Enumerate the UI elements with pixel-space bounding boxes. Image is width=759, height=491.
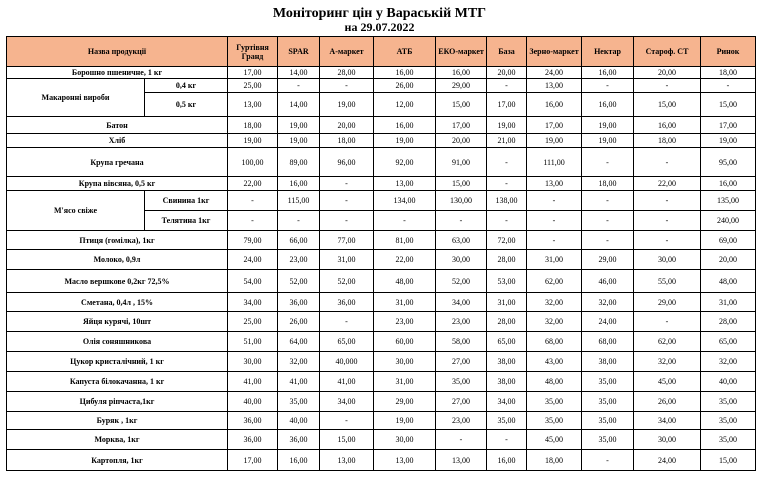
price-cell: 12,00 <box>374 93 436 117</box>
price-cell: 19,00 <box>278 134 320 148</box>
price-cell: 20,00 <box>487 67 527 79</box>
price-cell: 20,00 <box>701 250 756 270</box>
price-cell: 115,00 <box>278 191 320 211</box>
price-cell: 22,00 <box>634 177 701 191</box>
price-cell: 48,00 <box>527 372 582 392</box>
price-cell: 36,00 <box>278 430 320 450</box>
price-cell: 41,00 <box>278 372 320 392</box>
price-cell: 20,00 <box>634 67 701 79</box>
price-cell: 63,00 <box>436 231 487 250</box>
price-cell: 26,00 <box>374 79 436 93</box>
price-cell: - <box>634 211 701 231</box>
price-cell: 13,00 <box>320 450 374 471</box>
price-cell: 31,00 <box>487 293 527 312</box>
product-name-cell: Батон <box>7 117 228 134</box>
price-cell: - <box>278 211 320 231</box>
column-header-store: Ринок <box>701 37 756 67</box>
price-cell: - <box>487 430 527 450</box>
table-row <box>7 79 756 93</box>
price-cell: 58,00 <box>436 332 487 352</box>
table-header-row <box>7 37 756 67</box>
price-cell: 28,00 <box>487 250 527 270</box>
price-cell: 23,00 <box>436 412 487 430</box>
price-cell: 18,00 <box>634 134 701 148</box>
price-cell: 20,00 <box>320 117 374 134</box>
price-cell: 19,00 <box>228 134 278 148</box>
price-cell: 18,00 <box>228 117 278 134</box>
price-cell: 19,00 <box>374 412 436 430</box>
table-row <box>7 117 756 134</box>
price-cell: 29,00 <box>436 79 487 93</box>
price-cell: 19,00 <box>320 93 374 117</box>
price-cell: 31,00 <box>701 293 756 312</box>
price-cell: 26,00 <box>634 392 701 412</box>
price-cell: 35,00 <box>278 392 320 412</box>
price-cell: 81,00 <box>374 231 436 250</box>
table-row <box>7 177 756 191</box>
price-cell: 53,00 <box>487 270 527 293</box>
price-cell: 48,00 <box>374 270 436 293</box>
product-variant-cell: Телятина 1кг <box>145 211 228 231</box>
price-cell: 17,00 <box>436 117 487 134</box>
price-cell: 32,00 <box>278 352 320 372</box>
price-cell: 43,00 <box>527 352 582 372</box>
price-cell: 19,00 <box>278 117 320 134</box>
table-row <box>7 450 756 471</box>
price-cell: 40,000 <box>320 352 374 372</box>
product-name-cell: Крупа гречана <box>7 148 228 177</box>
price-cell: 35,00 <box>701 392 756 412</box>
price-cell: - <box>582 450 634 471</box>
product-name-cell: Крупа вівсяна, 0,5 кг <box>7 177 228 191</box>
price-cell: 15,00 <box>634 93 701 117</box>
price-cell: 23,00 <box>278 250 320 270</box>
price-cell: 22,00 <box>374 250 436 270</box>
price-cell: - <box>487 211 527 231</box>
price-cell: 18,00 <box>701 67 756 79</box>
price-cell: - <box>582 231 634 250</box>
price-cell: 51,00 <box>228 332 278 352</box>
price-cell: 28,00 <box>320 67 374 79</box>
table-row <box>7 312 756 332</box>
table-row <box>7 191 756 211</box>
price-cell: 35,00 <box>582 412 634 430</box>
price-cell: - <box>527 231 582 250</box>
price-cell: 60,00 <box>374 332 436 352</box>
price-cell: 135,00 <box>701 191 756 211</box>
price-cell: 16,00 <box>634 117 701 134</box>
price-cell: 32,00 <box>701 352 756 372</box>
price-cell: - <box>582 148 634 177</box>
price-cell: 54,00 <box>228 270 278 293</box>
price-cell: 28,00 <box>701 312 756 332</box>
price-cell: 130,00 <box>436 191 487 211</box>
price-cell: 24,00 <box>582 312 634 332</box>
price-cell: 15,00 <box>701 93 756 117</box>
price-cell: 65,00 <box>487 332 527 352</box>
price-cell: - <box>436 211 487 231</box>
product-name-cell: Борошно пшеничне, 1 кг <box>7 67 228 79</box>
price-cell: 45,00 <box>527 430 582 450</box>
price-cell: 27,00 <box>436 392 487 412</box>
price-cell: 16,00 <box>436 67 487 79</box>
price-cell: 31,00 <box>320 250 374 270</box>
price-cell: - <box>320 412 374 430</box>
product-name-cell: Птиця (гомілка), 1кг <box>7 231 228 250</box>
price-cell: 35,00 <box>701 412 756 430</box>
price-cell: - <box>634 312 701 332</box>
price-cell: 13,00 <box>374 177 436 191</box>
price-cell: 36,00 <box>228 412 278 430</box>
price-cell: 72,00 <box>487 231 527 250</box>
price-cell: 91,00 <box>436 148 487 177</box>
price-cell: 13,00 <box>436 450 487 471</box>
price-cell: - <box>582 191 634 211</box>
price-cell: 27,00 <box>436 352 487 372</box>
price-cell: 30,00 <box>634 430 701 450</box>
price-cell: - <box>634 191 701 211</box>
price-cell: 64,00 <box>278 332 320 352</box>
price-cell: 15,00 <box>436 177 487 191</box>
price-cell: 52,00 <box>320 270 374 293</box>
price-cell: - <box>228 211 278 231</box>
price-cell: 35,00 <box>701 430 756 450</box>
price-cell: 66,00 <box>278 231 320 250</box>
price-cell: 17,00 <box>228 450 278 471</box>
product-name-cell: Буряк , 1кг <box>7 412 228 430</box>
price-cell: - <box>320 79 374 93</box>
price-cell: 29,00 <box>374 392 436 412</box>
column-header-store: Староф. СТ <box>634 37 701 67</box>
price-cell: 18,00 <box>320 134 374 148</box>
price-cell: - <box>320 177 374 191</box>
price-cell: 13,00 <box>228 93 278 117</box>
product-name-cell: М'ясо свіже <box>7 191 145 231</box>
price-cell: - <box>582 79 634 93</box>
price-cell: 31,00 <box>527 250 582 270</box>
table-row <box>7 352 756 372</box>
price-cell: 17,00 <box>487 93 527 117</box>
price-cell: - <box>634 231 701 250</box>
price-cell: 38,00 <box>487 372 527 392</box>
price-cell: 34,00 <box>320 392 374 412</box>
product-name-cell: Хліб <box>7 134 228 148</box>
price-cell: 65,00 <box>320 332 374 352</box>
price-cell: 79,00 <box>228 231 278 250</box>
price-cell: 62,00 <box>634 332 701 352</box>
table-row <box>7 412 756 430</box>
product-name-cell: Сметана, 0,4л , 15% <box>7 293 228 312</box>
price-cell: 32,00 <box>527 312 582 332</box>
price-cell: 16,00 <box>278 450 320 471</box>
price-cell: 36,00 <box>228 430 278 450</box>
price-cell: 17,00 <box>701 117 756 134</box>
table-body <box>7 67 756 471</box>
column-header-store: Нектар <box>582 37 634 67</box>
price-cell: 19,00 <box>701 134 756 148</box>
price-cell: 30,00 <box>436 250 487 270</box>
price-cell: 16,00 <box>374 117 436 134</box>
price-cell: - <box>582 211 634 231</box>
product-name-cell: Картопля, 1кг <box>7 450 228 471</box>
price-cell: - <box>320 211 374 231</box>
price-cell: 16,00 <box>582 67 634 79</box>
price-cell: - <box>278 79 320 93</box>
price-cell: 40,00 <box>701 372 756 392</box>
price-cell: 16,00 <box>278 177 320 191</box>
table-row <box>7 67 756 79</box>
price-cell: 38,00 <box>582 352 634 372</box>
price-cell: 14,00 <box>278 67 320 79</box>
column-header-store: Зерно-маркет <box>527 37 582 67</box>
price-table <box>6 36 756 471</box>
price-cell: 24,00 <box>228 250 278 270</box>
price-cell: 36,00 <box>278 293 320 312</box>
product-name-cell: Молоко, 0,9л <box>7 250 228 270</box>
price-cell: 31,00 <box>374 372 436 392</box>
price-cell: 16,00 <box>374 67 436 79</box>
price-cell: - <box>634 148 701 177</box>
price-cell: - <box>634 79 701 93</box>
price-cell: 15,00 <box>320 430 374 450</box>
price-cell: 40,00 <box>228 392 278 412</box>
column-header-store: База <box>487 37 527 67</box>
price-cell: 22,00 <box>228 177 278 191</box>
product-name-cell: Морква, 1кг <box>7 430 228 450</box>
price-cell: - <box>374 211 436 231</box>
price-cell: 34,00 <box>436 293 487 312</box>
price-cell: - <box>701 79 756 93</box>
price-cell: 40,00 <box>278 412 320 430</box>
column-header-product: Назва продукції <box>7 37 228 67</box>
price-cell: - <box>436 430 487 450</box>
column-header-store: SPAR <box>278 37 320 67</box>
product-name-cell: Яйця курячі, 10шт <box>7 312 228 332</box>
table-row <box>7 430 756 450</box>
product-name-cell: Масло вершкове 0,2кг 72,5% <box>7 270 228 293</box>
price-cell: 65,00 <box>701 332 756 352</box>
price-cell: 77,00 <box>320 231 374 250</box>
price-cell: 14,00 <box>278 93 320 117</box>
price-cell: 55,00 <box>634 270 701 293</box>
price-cell: 134,00 <box>374 191 436 211</box>
price-cell: 23,00 <box>374 312 436 332</box>
price-cell: 31,00 <box>374 293 436 312</box>
price-cell: 19,00 <box>527 134 582 148</box>
price-cell: 92,00 <box>374 148 436 177</box>
table-row <box>7 231 756 250</box>
price-cell: 20,00 <box>436 134 487 148</box>
table-row <box>7 332 756 352</box>
price-cell: - <box>487 79 527 93</box>
table-row <box>7 270 756 293</box>
price-cell: 35,00 <box>487 412 527 430</box>
price-cell: 16,00 <box>527 93 582 117</box>
column-header-store: Гуртівня Гранд <box>228 37 278 67</box>
price-cell: 32,00 <box>582 293 634 312</box>
document-title: Моніторинг цін у Вараській МТГ <box>272 6 487 21</box>
price-cell: 30,00 <box>374 430 436 450</box>
price-cell: 96,00 <box>320 148 374 177</box>
price-cell: 15,00 <box>701 450 756 471</box>
table-row <box>7 293 756 312</box>
price-cell: 25,00 <box>228 79 278 93</box>
price-cell: 35,00 <box>436 372 487 392</box>
price-cell: 24,00 <box>527 67 582 79</box>
price-cell: 15,00 <box>436 93 487 117</box>
price-cell: 35,00 <box>527 392 582 412</box>
price-cell: - <box>487 177 527 191</box>
price-cell: 16,00 <box>701 177 756 191</box>
price-cell: 16,00 <box>582 93 634 117</box>
price-cell: 18,00 <box>527 450 582 471</box>
product-name-cell: Макаронні вироби <box>7 79 145 117</box>
price-cell: - <box>228 191 278 211</box>
product-name-cell: Капуста білокачанна, 1 кг <box>7 372 228 392</box>
price-cell: 35,00 <box>582 372 634 392</box>
price-cell: 29,00 <box>634 293 701 312</box>
price-cell: 95,00 <box>701 148 756 177</box>
price-cell: 69,00 <box>701 231 756 250</box>
product-variant-cell: 0,4 кг <box>145 79 228 93</box>
document-date: на 29.07.2022 <box>344 20 415 34</box>
column-header-store: АТБ <box>374 37 436 67</box>
price-cell: 28,00 <box>487 312 527 332</box>
price-cell: 13,00 <box>527 177 582 191</box>
price-cell: 36,00 <box>320 293 374 312</box>
price-cell: 52,00 <box>278 270 320 293</box>
price-cell: 62,00 <box>527 270 582 293</box>
table-row <box>7 372 756 392</box>
price-cell: 34,00 <box>487 392 527 412</box>
price-cell: - <box>320 191 374 211</box>
price-cell: 46,00 <box>582 270 634 293</box>
price-cell: 68,00 <box>527 332 582 352</box>
price-cell: 32,00 <box>527 293 582 312</box>
price-cell: 18,00 <box>582 177 634 191</box>
price-cell: 35,00 <box>582 430 634 450</box>
product-name-cell: Цибуля ріпчаста,1кг <box>7 392 228 412</box>
price-cell: 34,00 <box>228 293 278 312</box>
price-cell: 240,00 <box>701 211 756 231</box>
price-cell: 89,00 <box>278 148 320 177</box>
price-cell: 23,00 <box>436 312 487 332</box>
price-cell: 24,00 <box>634 450 701 471</box>
price-cell: 30,00 <box>634 250 701 270</box>
price-cell: 17,00 <box>228 67 278 79</box>
price-cell: 30,00 <box>374 352 436 372</box>
price-cell: 30,00 <box>228 352 278 372</box>
price-cell: 17,00 <box>527 117 582 134</box>
price-cell: 35,00 <box>527 412 582 430</box>
product-variant-cell: Свинина 1кг <box>145 191 228 211</box>
price-cell: - <box>487 148 527 177</box>
price-cell: 48,00 <box>701 270 756 293</box>
price-cell: 21,00 <box>487 134 527 148</box>
price-cell: 19,00 <box>374 134 436 148</box>
price-cell: 13,00 <box>374 450 436 471</box>
price-cell: - <box>320 312 374 332</box>
price-cell: 34,00 <box>634 412 701 430</box>
price-cell: 38,00 <box>487 352 527 372</box>
price-cell: 41,00 <box>320 372 374 392</box>
product-variant-cell: 0,5 кг <box>145 93 228 117</box>
price-cell: - <box>527 191 582 211</box>
column-header-store: А-маркет <box>320 37 374 67</box>
price-cell: 45,00 <box>634 372 701 392</box>
price-cell: 41,00 <box>228 372 278 392</box>
price-cell: 19,00 <box>487 117 527 134</box>
price-cell: 19,00 <box>582 117 634 134</box>
product-name-cell: Цукор кристалічний, 1 кг <box>7 352 228 372</box>
table-row <box>7 250 756 270</box>
table-row <box>7 392 756 412</box>
price-cell: 52,00 <box>436 270 487 293</box>
price-cell: 13,00 <box>527 79 582 93</box>
price-cell: 29,00 <box>582 250 634 270</box>
column-header-store: ЕКО-маркет <box>436 37 487 67</box>
price-cell: 138,00 <box>487 191 527 211</box>
price-cell: 26,00 <box>278 312 320 332</box>
price-cell: 25,00 <box>228 312 278 332</box>
price-cell: - <box>527 211 582 231</box>
price-cell: 19,00 <box>582 134 634 148</box>
price-cell: 100,00 <box>228 148 278 177</box>
table-row <box>7 134 756 148</box>
price-cell: 16,00 <box>487 450 527 471</box>
price-cell: 35,00 <box>582 392 634 412</box>
table-row <box>7 148 756 177</box>
product-name-cell: Олія соняшникова <box>7 332 228 352</box>
price-cell: 32,00 <box>634 352 701 372</box>
price-cell: 68,00 <box>582 332 634 352</box>
price-cell: 111,00 <box>527 148 582 177</box>
